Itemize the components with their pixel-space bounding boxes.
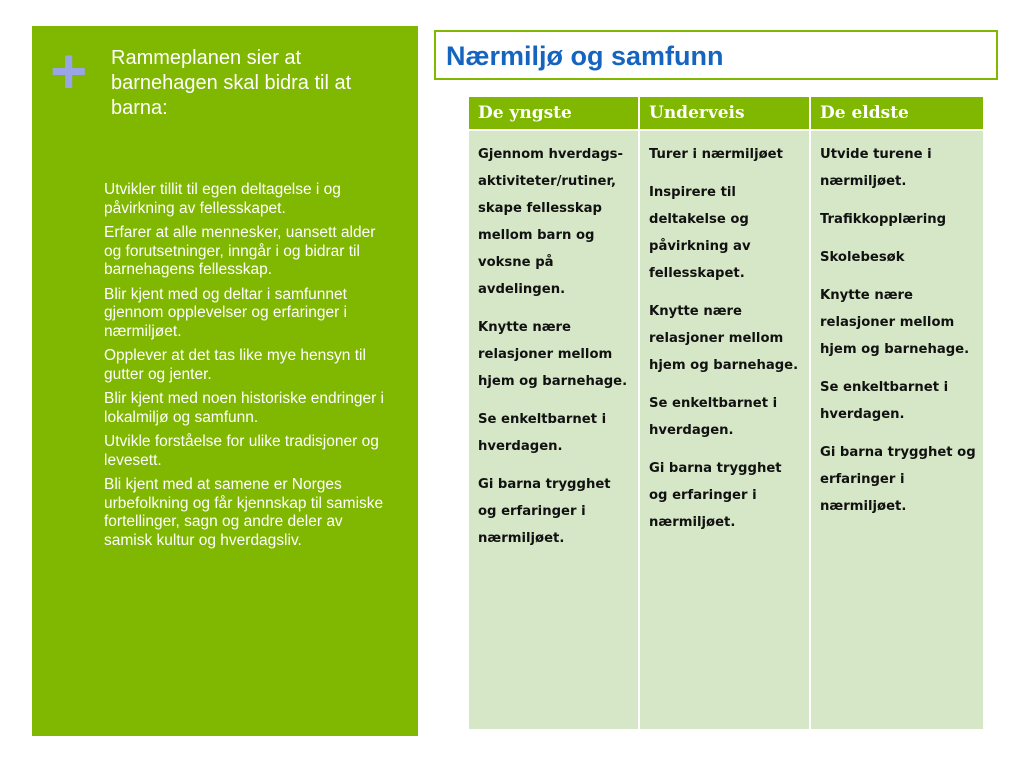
plus-icon: +: [50, 35, 88, 107]
column-header-oldest: De eldste: [810, 96, 984, 130]
title-box: [434, 30, 998, 80]
cell-paragraph: Inspirere til deltakelse og påvirkning av fellesskapet.: [649, 185, 751, 281]
cell-middle: [639, 130, 810, 730]
cell-paragraph: Turer i nærmiljøet: [649, 147, 783, 162]
cell-youngest: [468, 130, 639, 730]
cell-paragraph: Se enkeltbarnet i hverdagen.: [649, 396, 778, 438]
goal-item: Utvikler tillit til egen deltagelse i og påvirkning av fellesskapet.: [104, 181, 341, 217]
cell-paragraph: Gi barna trygghet og erfaringer i nærmiljøet.: [649, 461, 782, 530]
goal-item: Opplever at det tas like mye hensyn til gutter og jenter.: [104, 347, 366, 383]
goal-item: Erfarer at alle mennesker, uansett alder og forutsetninger, inngår i og bidrar til barnehagens fellesskap.: [104, 224, 376, 278]
column-header-middle: Underveis: [639, 96, 810, 130]
cell-paragraph: Gjennom hverdags-aktiviteter/rutiner, skape fellesskap mellom barn og voksne på avdelingen.: [478, 147, 623, 297]
cell-paragraph: Gi barna trygghet og erfaringer i nærmiljøet.: [478, 477, 611, 546]
cell-paragraph: Utvide turene i nærmiljøet.: [820, 147, 932, 189]
sidebar-heading: Rammeplanen sier at barnehagen skal bidra til at barna:: [111, 47, 352, 119]
cell-paragraph: Se enkeltbarnet i hverdagen.: [820, 380, 949, 422]
page-title: Nærmiljø og samfunn: [446, 41, 724, 71]
cell-paragraph: Knytte nære relasjoner mellom hjem og barnehage.: [649, 304, 799, 373]
cell-paragraph: Gi barna trygghet og erfaringer i nærmiljøet.: [820, 445, 976, 514]
cell-paragraph: Skolebesøk: [820, 250, 905, 265]
cell-paragraph: Trafikkopplæring: [820, 212, 947, 227]
cell-oldest: [810, 130, 984, 730]
cell-paragraph: Knytte nære relasjoner mellom hjem og barnehage.: [820, 288, 970, 357]
age-group-table: [467, 95, 985, 731]
column-header-youngest: De yngste: [468, 96, 639, 130]
goals-list: [104, 181, 394, 556]
cell-paragraph: Se enkeltbarnet i hverdagen.: [478, 412, 607, 454]
table-row: [468, 130, 984, 730]
cell-paragraph: Knytte nære relasjoner mellom hjem og barnehage.: [478, 320, 628, 389]
table-header-row: [468, 96, 984, 130]
goal-item: Blir kjent med og deltar i samfunnet gjennom opplevelser og erfaringer i nærmiljøet.: [104, 285, 347, 340]
goal-item: Utvikle forståelse for ulike tradisjoner og levesett.: [104, 433, 379, 469]
goal-item: Bli kjent med at samene er Norges urbefolkning og får kjennskap til samiske fortellinger, sagn og andre deler av samisk kultur og hverdagsliv.: [104, 476, 384, 549]
goal-item: Blir kjent med noen historiske endringer i lokalmiljø og samfunn.: [104, 390, 384, 426]
